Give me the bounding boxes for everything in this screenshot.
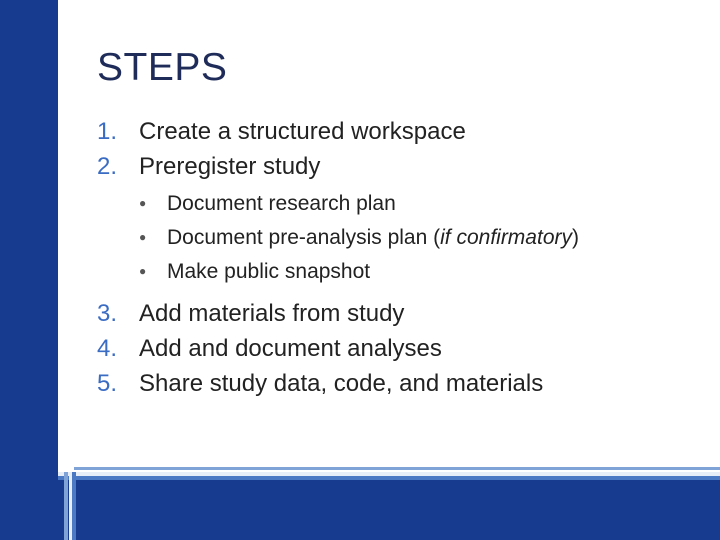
- sub-step-item: [139, 256, 697, 290]
- step-number: 2.: [97, 153, 118, 180]
- left-accent-bar: [0, 0, 58, 540]
- step-text: Add and document analyses: [139, 335, 442, 362]
- step-item: [97, 366, 697, 401]
- step-item: [97, 114, 697, 149]
- slide-title: STEPS: [97, 46, 228, 89]
- sub-step-text: [167, 222, 579, 254]
- sub-step-item: [139, 222, 697, 256]
- sub-step-text-part: ): [572, 226, 579, 249]
- sub-step-text: Make public snapshot: [167, 260, 371, 283]
- sub-step-item: [139, 188, 697, 222]
- bullet-icon: ●: [139, 264, 147, 278]
- preregister-sub-list: [139, 188, 697, 290]
- bottom-footer-band: [58, 480, 720, 540]
- step-item: [97, 296, 697, 331]
- footer-divider-line: [74, 467, 720, 470]
- step-text: Preregister study: [139, 153, 321, 180]
- bullet-icon: ●: [139, 196, 147, 210]
- step-number: 1.: [97, 118, 118, 145]
- footer-vertical-line: [72, 472, 76, 540]
- sub-step-text: Document research plan: [167, 192, 396, 215]
- step-number: 4.: [97, 335, 118, 362]
- sub-step-text-part: Document pre-analysis plan (: [167, 226, 441, 249]
- step-text: Share study data, code, and materials: [139, 370, 544, 397]
- sub-step-text-italic: if confirmatory: [440, 226, 572, 249]
- step-item: [97, 149, 697, 184]
- footer-divider-line: [58, 476, 720, 480]
- footer-vertical-line: [64, 472, 68, 540]
- step-number: 5.: [97, 370, 118, 397]
- step-number: 3.: [97, 300, 118, 327]
- bullet-icon: ●: [139, 230, 147, 244]
- step-item: [97, 331, 697, 366]
- step-text: Add materials from study: [139, 300, 405, 327]
- steps-list: [97, 114, 697, 401]
- step-text: Create a structured workspace: [139, 118, 466, 145]
